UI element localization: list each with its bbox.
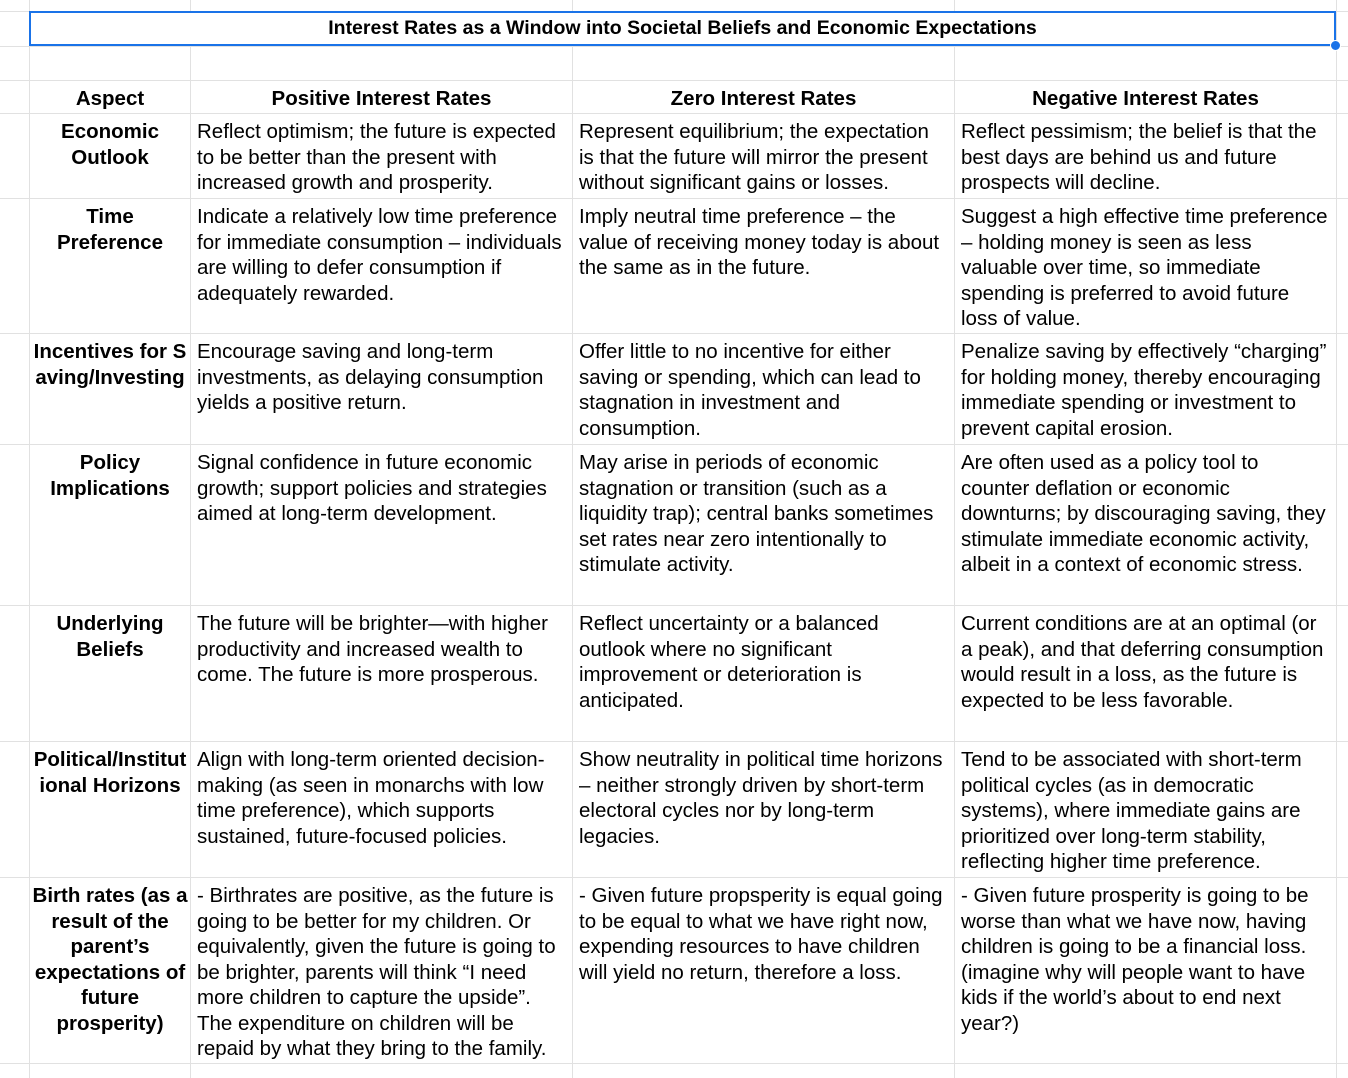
row-negative-cell[interactable]: Reflect pessimism; the belief is that the best days are behind us and future prospects will decline. (961, 120, 1317, 194)
header-negative[interactable]: Negative Interest Rates (1032, 87, 1259, 110)
row-positive-cell[interactable]: Reflect optimism; the future is expected to be better than the present with increased growth and prosperity. (197, 120, 556, 194)
row-aspect-cell[interactable]: Economic Outlook (61, 120, 159, 169)
row-zero-cell[interactable]: Represent equilibrium; the expectation is that the future will mirror the present without significant gains or losses. (579, 120, 929, 194)
row-negative-cell[interactable]: Penalize saving by effectively “charging” for holding money, thereby encouraging immediate spending or investment to prevent capital erosion. (961, 340, 1327, 440)
row-zero-cell[interactable]: Reflect uncertainty or a balanced outlook where no significant improvement or deterioration is anticipated. (579, 612, 879, 712)
row-positive-cell[interactable]: Signal confidence in future economic growth; support policies and strategies aimed at long-term development. (197, 451, 547, 525)
row-negative-cell[interactable]: Are often used as a policy tool to counter deflation or economic downturns; by discouraging saving, they stimulate immediate economic activity, albeit in a context of economic stress. (961, 451, 1326, 576)
row-aspect-cell[interactable]: Incentives for Saving/Investing (33, 340, 187, 389)
row-negative-cell[interactable]: Tend to be associated with short-term political cycles (as in democratic systems), where immediate gains are prioritized over long-term stability, reflecting higher time preference. (961, 748, 1302, 873)
row-aspect-cell[interactable]: Political/Institutional Horizons (33, 748, 187, 797)
header-zero[interactable]: Zero Interest Rates (670, 87, 857, 110)
selection-fill-handle[interactable] (1330, 40, 1341, 51)
row-positive-cell[interactable]: Encourage saving and long-term investments, as delaying consumption yields a positive return. (197, 340, 544, 414)
header-positive[interactable]: Positive Interest Rates (271, 87, 492, 110)
row-positive-cell[interactable]: The future will be brighter—with higher productivity and increased wealth to come. The future is more prosperous. (197, 612, 548, 686)
row-aspect-cell[interactable]: Underlying Beliefs (56, 612, 164, 661)
row-aspect-cell[interactable]: Birth rates (as a result of the parent’s expectations of future prosperity) (32, 884, 188, 1035)
grid-line (0, 46, 1348, 47)
row-zero-cell[interactable]: Show neutrality in political time horizons – neither strongly driven by short-term electoral cycles nor by long-term legacies. (579, 748, 943, 848)
row-negative-cell[interactable]: Suggest a high effective time preference – holding money is seen as less valuable over time, so immediate spending is preferred to avoid future loss of value. (961, 205, 1328, 330)
grid-line (0, 1063, 1348, 1064)
header-aspect[interactable]: Aspect (75, 87, 145, 110)
row-zero-cell[interactable]: Imply neutral time preference – the value of receiving money today is about the same as in the future. (579, 205, 940, 279)
row-positive-cell[interactable]: Align with long-term oriented decision-making (as seen in monarchs with low time preference), which supports sustained, future-focused policies. (197, 748, 545, 848)
title-cell[interactable]: Interest Rates as a Window into Societal Beliefs and Economic Expectations (29, 11, 1336, 46)
grid-line (1336, 0, 1337, 1078)
row-aspect-cell[interactable]: Policy Implications (50, 451, 170, 500)
row-negative-cell[interactable]: - Given future prosperity is going to be worse than what we have now, having children is going to be a financial loss. (imagine why will people want to have kids if the world’s about to end next year?) (961, 884, 1309, 1035)
row-positive-cell[interactable]: Indicate a relatively low time preference for immediate consumption – individuals are willing to defer consumption if adequately rewarded. (197, 205, 562, 305)
row-zero-cell[interactable]: May arise in periods of economic stagnation or transition (such as a liquidity trap); central banks sometimes set rates near zero intentionally to stimulate activity. (579, 451, 934, 576)
row-zero-cell[interactable]: Offer little to no incentive for either saving or spending, which can lead to stagnation in investment and consumption. (579, 340, 921, 440)
row-negative-cell[interactable]: Current conditions are at an optimal (or a peak), and that deferring consumption would result in a loss, as the future is expected to be less favorable. (961, 612, 1324, 712)
row-aspect-cell[interactable]: Time Preference (57, 205, 163, 254)
row-zero-cell[interactable]: - Given future propsperity is equal going to be equal to what we have right now, expending resources to have children will yield no return, therefore a loss. (579, 884, 943, 984)
row-positive-cell[interactable]: - Birthrates are positive, as the future is going to be better for my children. Or equivalently, given the future is going to be brighter, parents will think “I need more children to capture the upside”. The expenditure on children will be repaid by what they bring to the family. (197, 884, 556, 1060)
